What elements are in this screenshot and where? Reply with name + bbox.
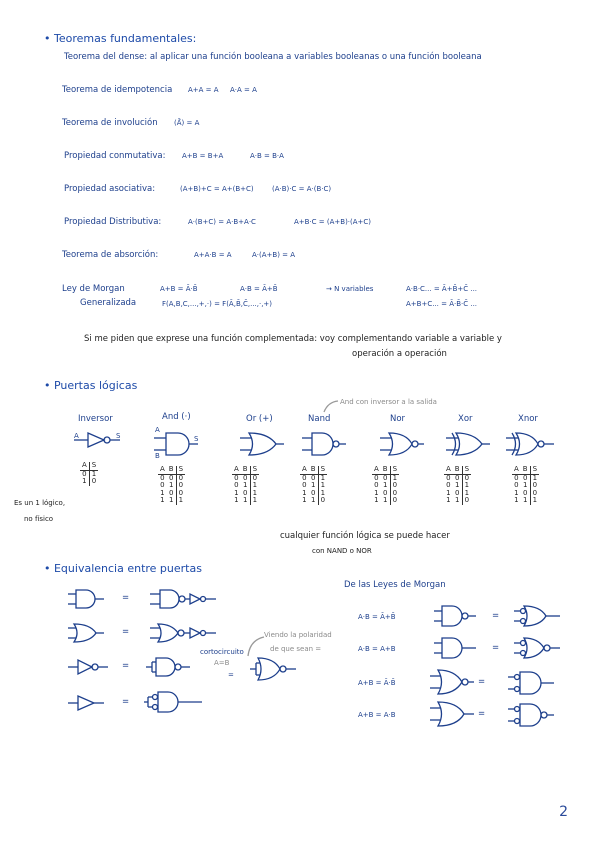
truth-table-nand: A B S 0 0 1 0 1 1 1 0 1 1 1 0 (302, 465, 326, 504)
eq-row3-not-gate-icon (68, 656, 114, 678)
truth-table-or: A B S 0 0 0 0 1 1 1 0 1 1 1 1 (234, 465, 258, 504)
gate-name-xor: Xor (458, 414, 473, 424)
eq-row4-equals: = (122, 697, 130, 707)
eq-row1-nand-not-icon (150, 588, 220, 610)
conmutativa-expr-1: A+B = B+A (182, 152, 224, 160)
distributiva-expr-1: A·(B+C) = A·B+A·C (188, 218, 256, 226)
eq-row3-nor-icon (250, 656, 300, 682)
absorcion-expr-1: A+A·B = A (194, 251, 232, 259)
eq-row2-nor-not-icon (150, 622, 220, 644)
universal-note-line-1: cualquier función lógica se puede hacer (280, 531, 450, 541)
morgan-eq-3-nor-icon (430, 668, 476, 696)
eq-row3-nand-icon (146, 656, 196, 678)
side-note-line-2: no físico (24, 515, 54, 523)
polaridad-note-line-2: de que sean = (270, 645, 322, 653)
morgan-eq-2-and-icon (434, 636, 478, 660)
and-pin-s: S (194, 435, 199, 443)
annotation-arrow (320, 398, 340, 414)
eq-row4-nand-nand-icon (144, 690, 206, 714)
morgan-eq-2-label: A·B = A+B (358, 645, 396, 653)
morgan-eq-1-label: A·B = Ā+B̄ (358, 613, 396, 621)
morgan-n-expr-1: A·B·C... = Ā+B̄+C̄ ... (406, 285, 478, 293)
conmutativa-label: Propiedad conmutativa: (64, 151, 166, 161)
eq-row1-equals: = (122, 593, 130, 603)
asociativa-expr-1: (A+B)+C = A+(B+C) (180, 185, 254, 193)
xnor-gate-icon (506, 430, 556, 458)
morgan-expr-1: A+B = Ā·B̄ (160, 285, 198, 293)
inverter-pin-s: S (116, 432, 121, 440)
gate-name-xnor: Xnor (518, 414, 538, 424)
section-heading-equivalencia: • Equivalencia entre puertas (44, 562, 202, 575)
distributiva-expr-2: A+B·C = (A+B)·(A+C) (294, 218, 372, 226)
truth-table-xor: A B S 0 0 0 0 1 1 1 0 1 1 1 0 (446, 465, 470, 504)
eq-row3-equals: = (122, 661, 130, 671)
gate-name-or: Or (+) (246, 414, 273, 424)
absorcion-expr-2: A·(A+B) = A (252, 251, 296, 259)
complement-note-line-2: operación a operación (352, 349, 447, 359)
section-heading-puertas: • Puertas lógicas (44, 379, 138, 392)
side-note-line-1: Es un 1 lógico, (14, 499, 66, 507)
morgan-eq-3-and-neg-icon (508, 670, 558, 696)
cortocircuito-label: cortocircuito (200, 648, 244, 656)
gate-name-inversor: Inversor (78, 414, 113, 424)
gate-name-nor: Nor (390, 414, 406, 424)
morgan-eq-4-equals: = (478, 709, 486, 719)
truth-table-nor: A B S 0 0 1 0 1 0 1 0 0 1 1 0 (374, 465, 398, 504)
asociativa-expr-2: (A·B)·C = A·(B·C) (272, 185, 332, 193)
asociativa-label: Propiedad asociativa: (64, 184, 156, 194)
morgan-label: Ley de Morgan (62, 284, 125, 294)
morgan-eq-1-or-neg-icon (514, 604, 564, 628)
conmutativa-expr-2: A·B = B·A (250, 152, 284, 160)
involucion-label: Teorema de involución (62, 118, 158, 128)
truth-table-and: A B S 0 0 0 0 1 0 1 0 0 1 1 1 (160, 465, 184, 504)
idempotencia-expr-2: A·A = A (230, 86, 257, 94)
morgan-eq-2-equals: = (492, 643, 500, 653)
morgan-eq-1-nand-icon (434, 604, 478, 628)
morgan-n-expr-2: A+B+C... = Ā·B̄·C̄ ... (406, 300, 478, 308)
and-pin-a: A (155, 426, 160, 434)
morgan-subheading: De las Leyes de Morgan (344, 580, 446, 590)
truth-table-inversor: A S 0 1 1 0 (82, 461, 97, 485)
eq-row4-buffer-icon (68, 692, 114, 714)
complement-note-line-1: Si me piden que exprese una función complementada: voy complementando variable a variable y (84, 334, 502, 344)
teorema-dense-text: Teorema del dense: al aplicar una función booleana a variables booleanas o una función booleana (64, 52, 482, 62)
morgan-sub-label: Generalizada (80, 298, 137, 308)
nor-gate-icon (380, 430, 426, 458)
page-number: 2 (559, 804, 568, 820)
absorcion-label: Teorema de absorción: (62, 250, 159, 260)
eq-row2-equals: = (122, 627, 130, 637)
cortocircuito-equals: = (228, 671, 234, 679)
polaridad-note-line-1: Viendo la polaridad (264, 631, 332, 639)
idempotencia-expr-1: A+A = A (188, 86, 219, 94)
nand-annotation: And con inversor a la salida (340, 398, 437, 406)
idempotencia-label: Teorema de idempotencia (62, 85, 173, 95)
nand-gate-icon (302, 430, 348, 458)
gate-name-nand: Nand (308, 414, 331, 424)
morgan-eq-3-equals: = (478, 677, 486, 687)
section-heading-teoremas: • Teoremas fundamentales: (44, 32, 197, 45)
distributiva-label: Propiedad Distributiva: (64, 217, 162, 227)
inverter-pin-a: A (74, 432, 79, 440)
truth-table-xnor: A B S 0 0 1 0 1 0 1 0 0 1 1 1 (514, 465, 538, 504)
a-equals-b-label: A=B (214, 659, 230, 667)
eq-row1-and-gate-icon (68, 588, 114, 610)
morgan-arrow-text: → N variables (326, 285, 374, 293)
or-gate-icon (240, 430, 286, 458)
morgan-eq-4-label: A+B = A·B (358, 711, 396, 719)
polaridad-arrow (244, 634, 266, 658)
morgan-eq-4-or-icon (430, 700, 476, 728)
and-pin-b: B (155, 452, 160, 460)
morgan-eq-1-equals: = (492, 611, 500, 621)
eq-row2-or-gate-icon (68, 622, 114, 644)
xor-gate-icon (446, 430, 492, 458)
morgan-general-expr: F(A,B,C,...,+,·) = F(Ā,B̄,C̄,...,·,+) (162, 300, 273, 308)
universal-note-line-2: con NAND o NOR (312, 547, 372, 555)
morgan-eq-3-label: A+B = Ā·B̄ (358, 679, 396, 687)
gate-name-and: And (·) (162, 412, 191, 422)
morgan-expr-2: A·B = Ā+B̄ (240, 285, 278, 293)
morgan-eq-2-nor-neg-icon (514, 636, 564, 660)
morgan-eq-4-nand-neg-icon (508, 702, 558, 728)
involucion-expr: (Ā̄) = A (174, 119, 200, 127)
